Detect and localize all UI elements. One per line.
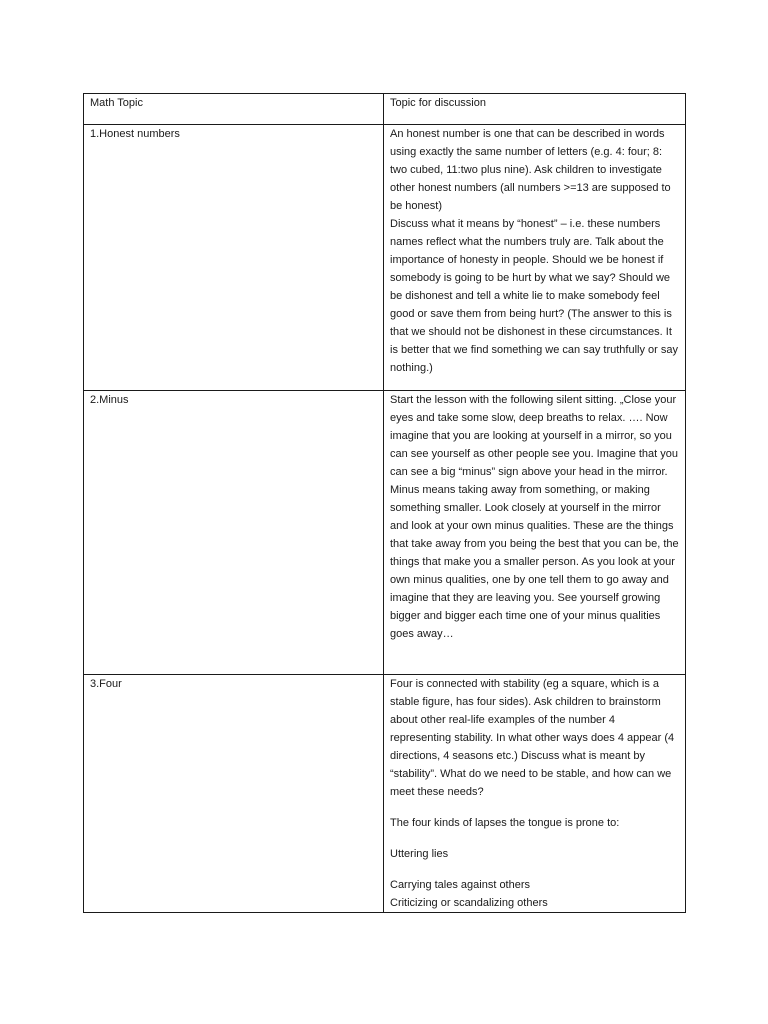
discussion-paragraph: Criticizing or scandalizing others xyxy=(390,897,548,909)
table-row xyxy=(84,675,686,913)
discussion-paragraph: Carrying tales against others xyxy=(390,879,531,891)
discussion-paragraph: Uttering lies xyxy=(390,848,449,860)
discussion-table xyxy=(83,93,686,913)
discussion-paragraph: An honest number is one that can be described in words using exactly the same number of letters (e.g. 4: four; 8: two cubed, 11:two plus nine). Ask children to investigate other honest numbers (all numbers >=13 are supposed to be honest) xyxy=(390,128,671,212)
discussion-cell xyxy=(384,675,686,913)
topic-cell: 2.Minus xyxy=(84,391,384,675)
table-row xyxy=(84,391,686,675)
discussion-cell xyxy=(384,391,686,675)
table-header-row xyxy=(84,94,686,125)
discussion-cell xyxy=(384,125,686,391)
topic-cell: 3.Four xyxy=(84,675,384,913)
header-math-topic: Math Topic xyxy=(84,94,384,125)
discussion-paragraph: The four kinds of lapses the tongue is prone to: xyxy=(390,817,620,829)
header-topic-for-discussion: Topic for discussion xyxy=(384,94,686,125)
table-row xyxy=(84,125,686,391)
discussion-paragraph: Discuss what it means by “honest” – i.e. these numbers names reflect what the numbers truly are. Talk about the importance of honesty in people. Should we be honest if somebody is going to be hurt by what we say? Should we be dishonest and tell a white lie to make somebody feel good or save them from being hurt? (The answer to this is that we should not be dishonest in these circumstances. It is better that we find something we can say truthfully or say nothing.) xyxy=(390,218,678,374)
topic-cell: 1.Honest numbers xyxy=(84,125,384,391)
discussion-paragraph: Four is connected with stability (eg a square, which is a stable figure, has four sides). Ask children to brainstorm about other real-life examples of the number 4 representing stability. In what other ways does 4 appear (4 directions, 4 seasons etc.) Discuss what is meant by “stability”. What do we need to be stable, and how can we meet these needs? xyxy=(390,678,675,798)
discussion-paragraph: Start the lesson with the following silent sitting. „Close your eyes and take some slow, deep breaths to relax. …. Now imagine that you are looking at yourself in a mirror, so you can see yourself as other people see you. Imagine that you can see a big “minus” sign above your head in the mirror. Minus means taking away from something, or making something smaller. Look closely at yourself in the mirror and look at your own minus qualities. These are the things that take away from you being the best that you can be, the things that make you a smaller person. As you look at your own minus qualities, one by one tell them to go away and imagine that they are leaving you. See yourself growing bigger and bigger each time one of your minus qualities goes away… xyxy=(390,394,679,640)
